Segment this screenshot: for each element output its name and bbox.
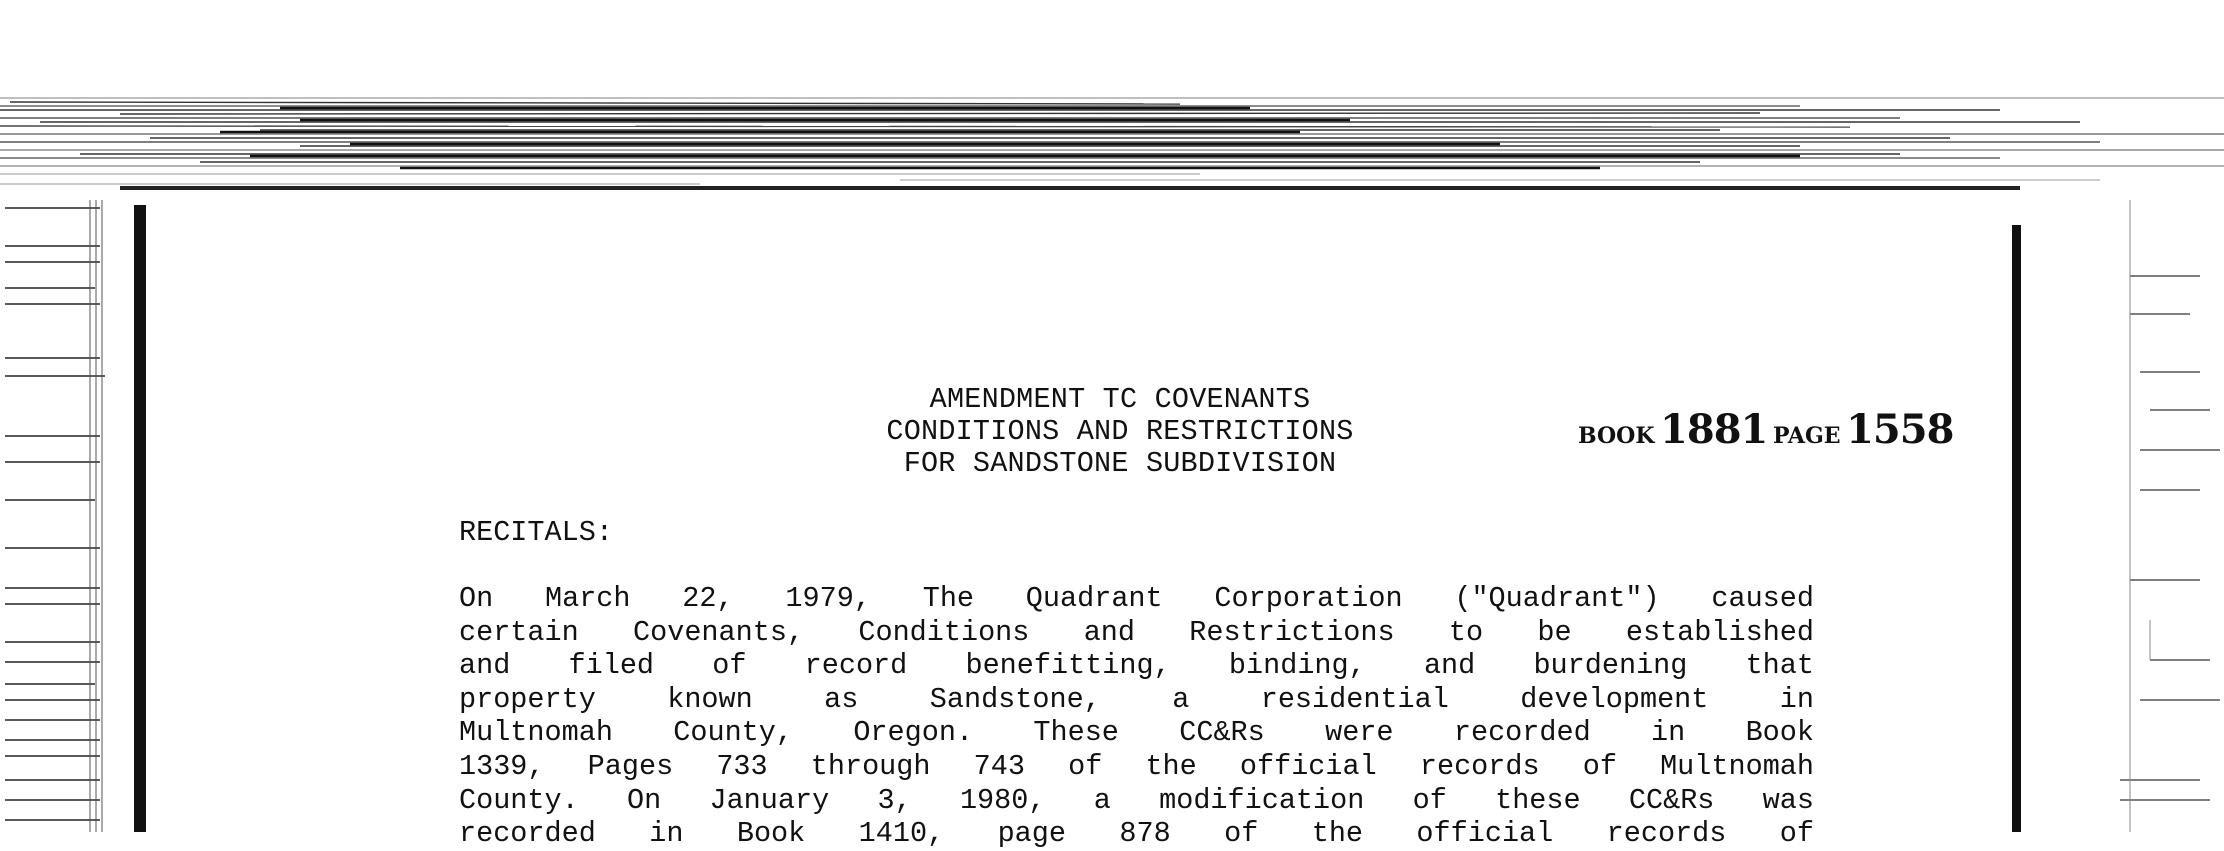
paragraph-line: certain Covenants, Conditions and Restrictions to be established bbox=[459, 615, 1814, 649]
book-label: BOOK bbox=[1578, 423, 1655, 449]
page-label: PAGE bbox=[1772, 423, 1841, 449]
paragraph-line: recorded in Book 1410, page 878 of the official records of bbox=[459, 817, 1814, 851]
page-number: 1558 bbox=[1846, 406, 1954, 453]
paragraph-line: County. On January 3, 1980, a modification of these CC&Rs was bbox=[459, 783, 1814, 817]
section-heading: RECITALS: bbox=[459, 516, 613, 549]
book-number: 1881 bbox=[1660, 406, 1768, 453]
document-title bbox=[760, 384, 1480, 480]
left-margin-artifacts bbox=[0, 200, 115, 832]
paragraph-line: Multnomah County, Oregon. These CC&Rs were recorded in Book bbox=[459, 716, 1814, 750]
title-line: FOR SANDSTONE SUBDIVISION bbox=[903, 447, 1337, 480]
page-top-edge bbox=[120, 186, 2020, 190]
right-margin-artifacts bbox=[2110, 200, 2224, 832]
book-page-stamp bbox=[1578, 406, 1953, 453]
paragraph-line: On March 22, 1979, The Quadrant Corporation ("Quadrant") caused bbox=[459, 582, 1814, 615]
paragraph-line: property known as Sandstone, a residential development in bbox=[459, 682, 1814, 716]
title-line: CONDITIONS AND RESTRICTIONS bbox=[886, 415, 1354, 448]
title-line: AMENDMENT TC COVENANTS bbox=[929, 383, 1311, 416]
recitals-paragraph bbox=[459, 582, 1814, 851]
paragraph-line: and filed of record benefitting, binding, and burdening that bbox=[459, 649, 1814, 683]
paragraph-line: 1339, Pages 733 through 743 of the official records of Multnomah bbox=[459, 749, 1814, 783]
page-right-edge bbox=[2012, 225, 2021, 832]
page-left-edge bbox=[134, 205, 146, 832]
